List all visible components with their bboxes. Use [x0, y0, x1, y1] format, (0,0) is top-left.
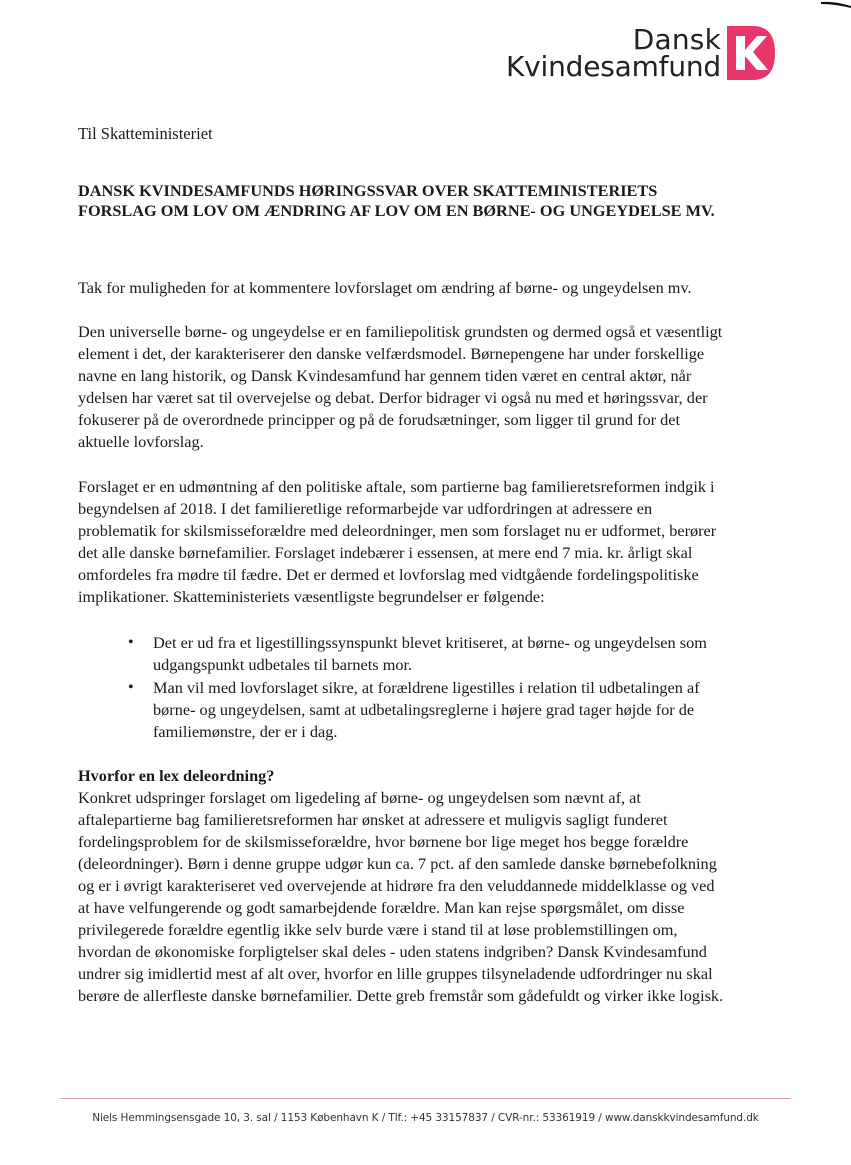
- paragraph-text: Forslaget er en udmøntning af den politiske aftale, som partierne bag familieretsreformen indgik i begyndelsen af 2018. I det familieretlige reformarbejde var udfordringen at adressere en problematik for skilsmisseforældre med deleordninger, men som forslaget nu er udformet, berører det alle danske børnefamilier. Forslaget indebærer i essensen, at mere end 7 mia. kr. årligt skal omfordeles fra mødre til fædre. Det er dermed et lovforslag med vidtgående fordelingspolitiske implikationer. Skatteministeriets væsentligste begrundelser er følgende:: [78, 477, 717, 606]
- list-item: [78, 632, 738, 676]
- list-item-text: Det er ud fra et ligestillingssynspunkt blevet kritiseret, at børne- og ungeydelsen som udgangspunkt udbetales til barnets mor.: [153, 633, 707, 674]
- logo-wordmark: [505, 23, 721, 83]
- footer-contact: Niels Hemmingsensgade 10, 3. sal / 1153 København K / Tlf.: +45 33157837 / CVR-nr.: 53361919 / www.danskkvindesamfund.dk: [92, 1112, 759, 1124]
- logo-k-icon: [727, 26, 775, 80]
- paragraph-text: Konkret udspringer forslaget om ligedeling af børne- og ungeydelsen som nævnt af, at aftalepartierne bag familieretsreformen har ønsket at adressere et muligvis sagligt funderet fordelingsproblem for de skilsmisseforældre, hvor børnene bor lige meget hos begge forældre (deleordninger). Børn i denne gruppe udgør kun ca. 7 pct. af den samlede danske børnebefolkning og er i øvrigt karakteriseret ved overvejende at hidrøre fra den veluddannede middelklasse og ved at have velfungerende og godt samarbejdende forældre. Man kan rejse spørgsmålet, om disse privilegerede forældre egentlig ikke selv burde være i stand til at løse problemstillingen om, hvordan de økonomiske forpligtelser skal deles - uden statens indgriben? Dansk Kvindesamfund undrer sig imidlertid mest af alt over, hvorfor en lille gruppes tilsyneladende udfordringer nu skal berøre de allerfleste danske børnefamilier. Dette greb fremstår som gådefuldt og virker ikke logisk.: [78, 788, 724, 1005]
- logo-line-2: Kvindesamfund: [505, 50, 721, 83]
- document-title: DANSK KVINDESAMFUNDS HØRINGSSVAR OVER SKATTEMINISTERIETS FORSLAG OM LOV OM ÆNDRING AF LOV OM EN BØRNE- OG UNGEYDELSE MV.: [78, 181, 715, 220]
- reasons-list: [78, 632, 738, 744]
- bullet-glyph: •: [128, 634, 134, 651]
- paragraph-text: Den universelle børne- og ungeydelse er en familiepolitisk grundsten og dermed også et væsentligt element i det, der karakteriserer den danske velfærdsmodel. Børnepengene har under forskellige navne en lang historik, og Dansk Kvindesamfund har gennem tiden været en central aktør, når ydelsen har været sat til overvejelse og debat. Derfor bidrager vi også nu med et høringssvar, der fokuserer på de overordnede principper og på de forudsætninger, som ligger til grund for det aktuelle lovforslag.: [78, 322, 723, 451]
- list-item: [78, 677, 738, 743]
- paragraph-intro: [78, 277, 728, 299]
- recipient-line: Til Skatteministeriet: [78, 124, 213, 143]
- footer-divider: [60, 1098, 791, 1099]
- paragraph-text: Tak for muligheden for at kommentere lovforslaget om ændring af børne- og ungeydelsen mv.: [78, 278, 692, 297]
- paragraph-deleordning: [78, 787, 728, 1007]
- organization-logo: [505, 23, 775, 83]
- logo-line-1: Dansk: [632, 23, 721, 56]
- paragraph-proposal: [78, 476, 728, 608]
- scan-mark: [819, 0, 851, 8]
- list-item-text: Man vil med lovforslaget sikre, at forældrene ligestilles i relation til udbetalingen af børne- og ungeydelsen, samt at udbetalingsreglerne i højere grad tager højde for de familiemønstre, der er i dag.: [153, 678, 700, 741]
- paragraph-background: [78, 321, 728, 453]
- bullet-glyph: •: [128, 679, 134, 696]
- section-heading: Hvorfor en lex deleordning?: [78, 766, 275, 785]
